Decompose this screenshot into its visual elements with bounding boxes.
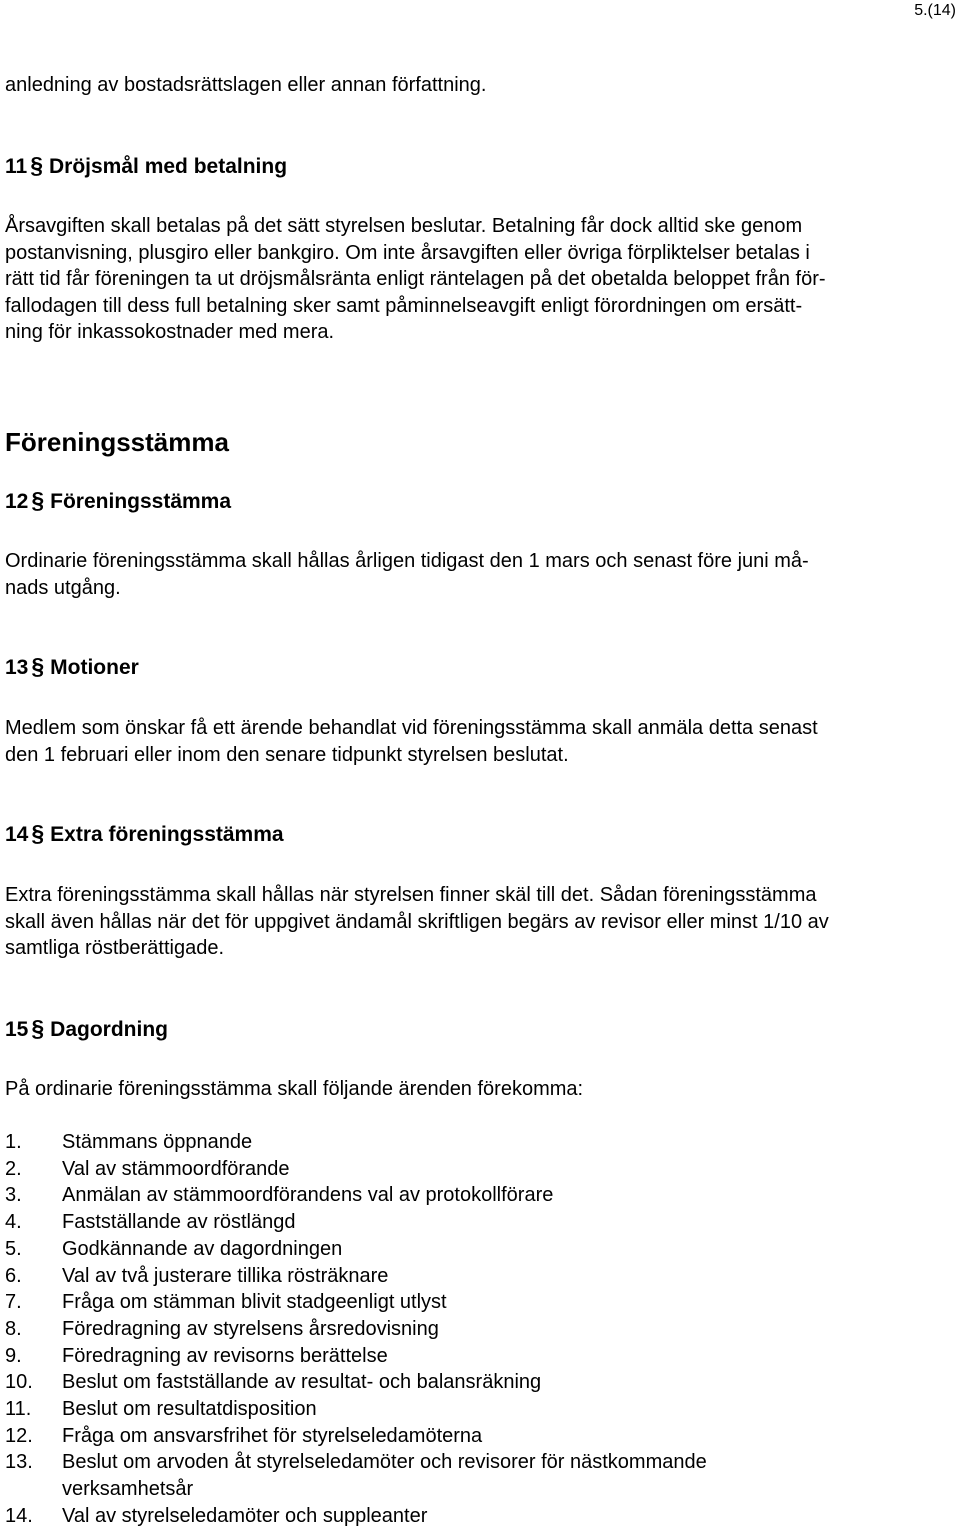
section-11-line-1: Årsavgiften skall betalas på det sätt styrelsen beslutar. Betalning får dock alltid ske genom <box>5 215 803 237</box>
page-number: 5.(14) <box>914 2 956 19</box>
list-item-text-line-1: Beslut om arvoden åt styrelseledamöter och revisorer för nästkommande <box>62 1451 707 1474</box>
list-item-text: Val av styrelseledamöter och suppleanter <box>62 1504 428 1527</box>
list-item-text-line-2: verksamhetsår <box>62 1478 194 1501</box>
section-14-line-1: Extra föreningsstämma skall hållas när styrelsen finner skäl till det. Sådan föreningsstämma <box>5 884 817 906</box>
list-item-text: Godkännande av dagordningen <box>62 1237 343 1260</box>
section-12-line-1: Ordinarie föreningsstämma skall hållas årligen tidigast den 1 mars och senast före juni må- <box>5 550 809 572</box>
section-13-line-2: den 1 februari eller inom den senare tidpunkt styrelsen beslutat. <box>5 743 569 766</box>
list-item <box>5 1156 707 1183</box>
section-11-heading <box>5 151 287 181</box>
section-13-heading <box>5 652 139 682</box>
list-item <box>5 1263 707 1290</box>
section-11-title: Dröjsmål med betalning <box>49 155 288 178</box>
list-item-number: 10. <box>5 1371 33 1394</box>
list-item-number: 9. <box>5 1344 22 1367</box>
section-14-heading <box>5 819 284 849</box>
list-item-text: Anmälan av stämmoordförandens val av protokollförare <box>62 1184 554 1207</box>
list-item <box>5 1423 707 1450</box>
list-item <box>5 1236 707 1263</box>
list-item-number: 13. <box>5 1451 33 1474</box>
list-item <box>5 1449 707 1502</box>
list-item-text: Fråga om ansvarsfrihet för styrelseledamöterna <box>62 1424 483 1447</box>
list-item <box>5 1209 707 1236</box>
section-11-number: 11 <box>5 155 28 178</box>
list-item-text: Föredragning av styrelsens årsredovisning <box>62 1317 439 1340</box>
section-15-heading <box>5 1014 168 1044</box>
list-item-number: 3. <box>5 1184 22 1207</box>
list-item-text: Föredragning av revisorns berättelse <box>62 1344 388 1367</box>
list-item-number: 14. <box>5 1504 33 1527</box>
list-item-text: Val av stämmoordförande <box>62 1157 290 1180</box>
list-item <box>5 1343 707 1370</box>
list-item <box>5 1182 707 1209</box>
list-item <box>5 1503 707 1530</box>
section-12-number: 12 <box>5 490 29 513</box>
list-item-text: Fastställande av röstlängd <box>62 1211 296 1234</box>
section-11-line-2: postanvisning, plusgiro eller bankgiro. Om inte årsavgiften eller övriga förpliktelser betalas i <box>5 241 810 264</box>
section-symbol: § <box>31 487 45 513</box>
section-15-number: 15 <box>5 1018 29 1041</box>
section-13-line-1: Medlem som önskar få ett ärende behandlat vid föreningsstämma skall anmäla detta senast <box>5 717 818 739</box>
section-symbol: § <box>31 653 45 679</box>
list-item <box>5 1129 707 1156</box>
list-item-text: Val av två justerare tillika rösträknare <box>62 1264 389 1287</box>
section-12-line-2: nads utgång. <box>5 576 121 599</box>
agenda-list <box>5 1129 707 1530</box>
list-item-number: 5. <box>5 1237 22 1260</box>
list-item <box>5 1369 707 1396</box>
list-item-text: Fråga om stämman blivit stadgeenligt utlyst <box>62 1291 447 1314</box>
section-15-intro: På ordinarie föreningsstämma skall följande ärenden förekomma: <box>5 1078 584 1100</box>
section-13-number: 13 <box>5 656 29 679</box>
section-11-line-4: fallodagen till dess full betalning sker samt påminnelseavgift enligt förordningen om ersätt- <box>5 294 803 317</box>
list-item-text: Beslut om fastställande av resultat- och balansräkning <box>62 1371 542 1394</box>
list-item-text: Beslut om resultatdisposition <box>62 1398 317 1421</box>
section-14-line-3: samtliga röstberättigade. <box>5 937 225 960</box>
list-item <box>5 1316 707 1343</box>
list-item-text <box>62 1449 707 1502</box>
list-item-number: 6. <box>5 1264 22 1287</box>
section-13-title: Motioner <box>50 656 139 679</box>
section-11-body <box>5 213 826 346</box>
section-symbol: § <box>31 820 45 846</box>
list-item-number: 8. <box>5 1317 22 1340</box>
list-item-text: Stämmans öppnande <box>62 1131 253 1153</box>
section-symbol: § <box>31 1015 45 1041</box>
intro-line: anledning av bostadsrättslagen eller annan författning. <box>5 74 487 96</box>
list-item-number: 7. <box>5 1291 22 1314</box>
section-12-heading <box>5 486 231 516</box>
section-12-title: Föreningsstämma <box>50 490 232 513</box>
section-14-body <box>5 882 829 962</box>
list-item <box>5 1289 707 1316</box>
section-14-number: 14 <box>5 823 29 846</box>
list-item-number: 11. <box>5 1398 32 1421</box>
section-13-body <box>5 715 818 768</box>
section-12-body <box>5 548 809 601</box>
section-symbol: § <box>30 152 43 178</box>
section-14-title: Extra föreningsstämma <box>50 823 284 846</box>
section-11-line-3: rätt tid får föreningen ta ut dröjsmålsränta enligt räntelagen på det obetalda beloppet från för- <box>5 268 826 291</box>
section-15-title: Dagordning <box>50 1018 168 1041</box>
list-item-number: 2. <box>5 1157 22 1180</box>
section-14-line-2: skall även hållas när det för uppgivet ändamål skriftligen begärs av revisor eller minst 1/10 av <box>5 910 829 933</box>
section-11-line-5: ning för inkassokostnader med mera. <box>5 321 335 344</box>
list-item-number: 4. <box>5 1211 22 1234</box>
list-item <box>5 1396 707 1423</box>
list-item-number: 1. <box>5 1131 22 1153</box>
list-item-number: 12. <box>5 1424 33 1447</box>
section-heading-foreningsstamma: Föreningsstämma <box>5 427 229 457</box>
